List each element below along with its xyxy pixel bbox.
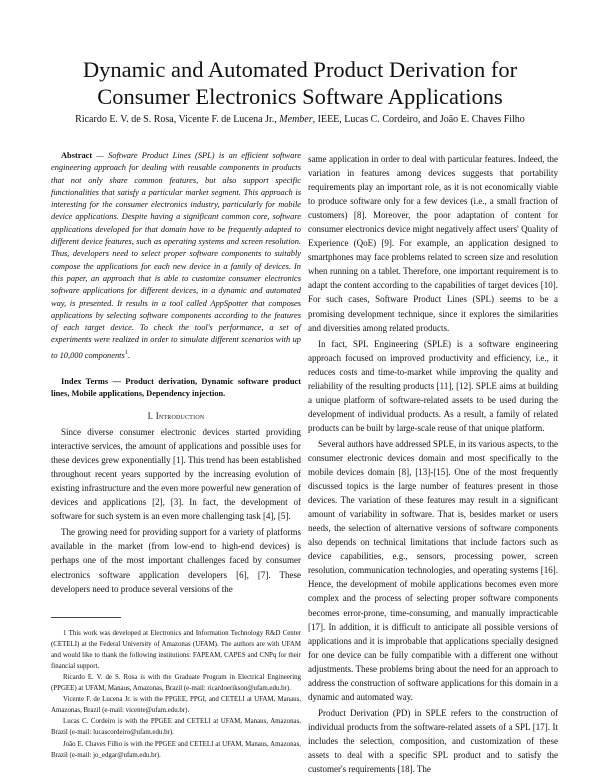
body-paragraph: Product Derivation (PD) in SPLE refers to the construction of individual products from the software-related assets of a SPL [17]. It includes the selection, composition, and customization of these assets to deal with a specific SPL product and to satisfy the customer's requirements [18]. The bbox=[308, 707, 558, 775]
abstract: Abstract — Software Product Lines (SPL) is an efficient software engineering approach for dealing with reusable components in products that not only share common features, but also support specific functionalities that satisfy a particular market segment. This approach is interesting for the consumer electronics industry, particularly for mobile device applications. Despite having a significant common core, software applications developed for that domain have to be frequently adapted to different device features, such as operating systems and screen resolution. Thus, developers need to select proper software components to suitably compose the applications for each new device in a family of devices. In this paper, an approach that is able to customize consumer electronics software applications for different devices, in a dynamic and automated way, is presented. It results in a tool called AppSpotter that composes applications by selecting software components according to the features of each target device. To check the tool's performance, a set of experiments were realized in order to simulate different scenarios with up to 10,000 components$^1$. bbox=[51, 151, 301, 360]
footnote-divider bbox=[51, 617, 121, 618]
footnote: Lucas C. Cordeiro is with the PPGEE and CETELI at UFAM, Manaus, Amazonas, Brazil (e-mail: lucascordeiro@ufam.edu.br). bbox=[51, 718, 301, 737]
body-paragraph: Since diverse consumer electronic devices started providing interactive services, the amount of applications and possible uses for these devices grew exponentially [1]. This trend has been established throughout recent years supported by the increasing evolution of existing infrastructure and the even more powerful new generation of devices and applications [2], [3]. In fact, the development of software for such system is an even more challenging task [4], [5]. bbox=[51, 427, 301, 522]
title-line-2: Consumer Electronics Software Applications bbox=[97, 84, 503, 109]
index-terms: Index Terms — Product derivation, Dynamic software product lines, Mobile applications, Dependency injection. bbox=[51, 376, 301, 398]
abstract-text: — Software Product Lines (SPL) is an efficient software engineering approach for dealing with reusable components in products that not only share common features, but also support specific functionalities that satisfy a particular market segment. This approach is interesting for the consumer electronics industry, particularly for mobile device applications. Despite having a significant common core, software applications developed for that domain have to be frequently adapted to different device features, such as operating systems and screen resolution. Thus, developers need to select proper software components to suitably compose the applications for each new device in a family of devices. In this paper, an approach that is able to customize consumer electronics software applications for different devices, in a dynamic and automated way, is presented. It results in a tool called AppSpotter that composes applications by selecting software components according to the features of each target device. To check the tool's performance, a set of experiments were realized in order to simulate different scenarios with up to 10,000 components bbox=[51, 151, 301, 360]
authors-member: Member bbox=[279, 114, 313, 125]
footnote: João E. Chaves Filho is with the PPGEE and CETELI at UFAM, Manaus, Amazonas, Brazil (e-mail: jo_edgar@ufam.edu.br). bbox=[51, 740, 301, 759]
footnote: 1 This work was developed at Electronics and Information Technology R&D Center (CETELI) at the Federal University of Amazonas (UFAM). The authors are with UFAM and would like to thank the following institutions: FAPEAM, CAPES and CNPq for their financial support. bbox=[51, 629, 301, 670]
abstract-footnote-mark: 1 bbox=[124, 349, 128, 356]
authors-part-2: , IEEE, Lucas C. Cordeiro, and João E. Chaves Filho bbox=[312, 114, 525, 125]
paper-title bbox=[20, 56, 580, 110]
author-list bbox=[20, 114, 580, 125]
footnote: Vicente F. de Lucena Jr. is with the PPGEE, PPGI, and CETELI at UFAM, Manaus, Amazonas, Brazil (e-mail: vicente@ufam.edu.br). bbox=[51, 696, 301, 715]
right-column bbox=[308, 152, 558, 776]
body-paragraph: same application in order to deal with particular features. Indeed, the variation in features among devices suggests that portability requirements play an important role, as it is not economically viable to produce software only for a few devices (i.e., a small fraction of customers) [8]. Moreover, the poor adaptation of content for consumer electronics device might negatively affect users' Quality of Experience (QoE) [9]. For example, an application designed to smartphones may face problems related to screen size and resolution when running on a tablet. Therefore, one important requirement is to adapt the content according to the capabilities of target devices [10]. For such cases, Software Product Lines (SPL) seems to be a promising development technique, since it explores the similarities and diversities among related products. bbox=[308, 154, 558, 333]
authors-part-1: Ricardo E. V. de S. Rosa, Vicente F. de Lucena Jr., bbox=[75, 114, 280, 125]
title-line-1: Dynamic and Automated Product Derivation for bbox=[82, 57, 518, 82]
section-heading bbox=[51, 411, 301, 421]
left-column bbox=[51, 150, 301, 761]
body-paragraph: Several authors have addressed SPLE, in its various aspects, to the consumer electronic devices domain and most specifically to the mobile devices domain [8], [13]-[15]. One of the most frequently discussed topics is the large number of features present in those devices. The variation of these features may result in a significant amount of variability in software. That is, besides market or users needs, the selection of alternative versions of software components also depends on technical limitations that include factors such as device capabilities, e.g., sensors, processing power, screen resolution, communication technologies, and operating systems [16]. Hence, the development of mobile applications becomes even more complex and the process of selecting proper software components becomes error-prone, time-consuming, and manually impracticable [17]. In addition, it is difficult to anticipate all possible versions of applications and it is improbable that applications specially designed for one device can be fully compatible with a different one without adjustments. These problems bring about the need for an approach to address the construction of software applications for this domain in a dynamic and automated way. bbox=[308, 438, 558, 702]
section-title: Introduction bbox=[155, 411, 205, 422]
section-numeral: I. bbox=[147, 411, 154, 422]
body-paragraph: The growing need for providing support for a variety of platforms available in the market (from low-end to high-end devices) is perhaps one of the most important challenges faced by consumer electronics software application developers [6], [7]. These developers need to produce several versions of the bbox=[51, 527, 301, 594]
body-paragraph: In fact, SPL Engineering (SPLE) is a software engineering approach focused on improved productivity and efficiency, i.e., it reduces costs and time-to-market while improving the quality and reliability of the resulting products [11], [12]. SPLE aims at building a unique platform of software-related assets to be used during the development of individual products. As a result, a family of related products can be built by large-scale reuse of that unique platform. bbox=[308, 338, 558, 433]
footnote: Ricardo E. V. de S. Rosa is with the Graduate Program in Electrical Engineering (PPGEE) at UFAM, Manaus, Amazonas, Brazil (e-mail: ricardoerikson@ufam.edu.br). bbox=[51, 673, 301, 693]
abstract-label: Abstract bbox=[61, 151, 93, 160]
